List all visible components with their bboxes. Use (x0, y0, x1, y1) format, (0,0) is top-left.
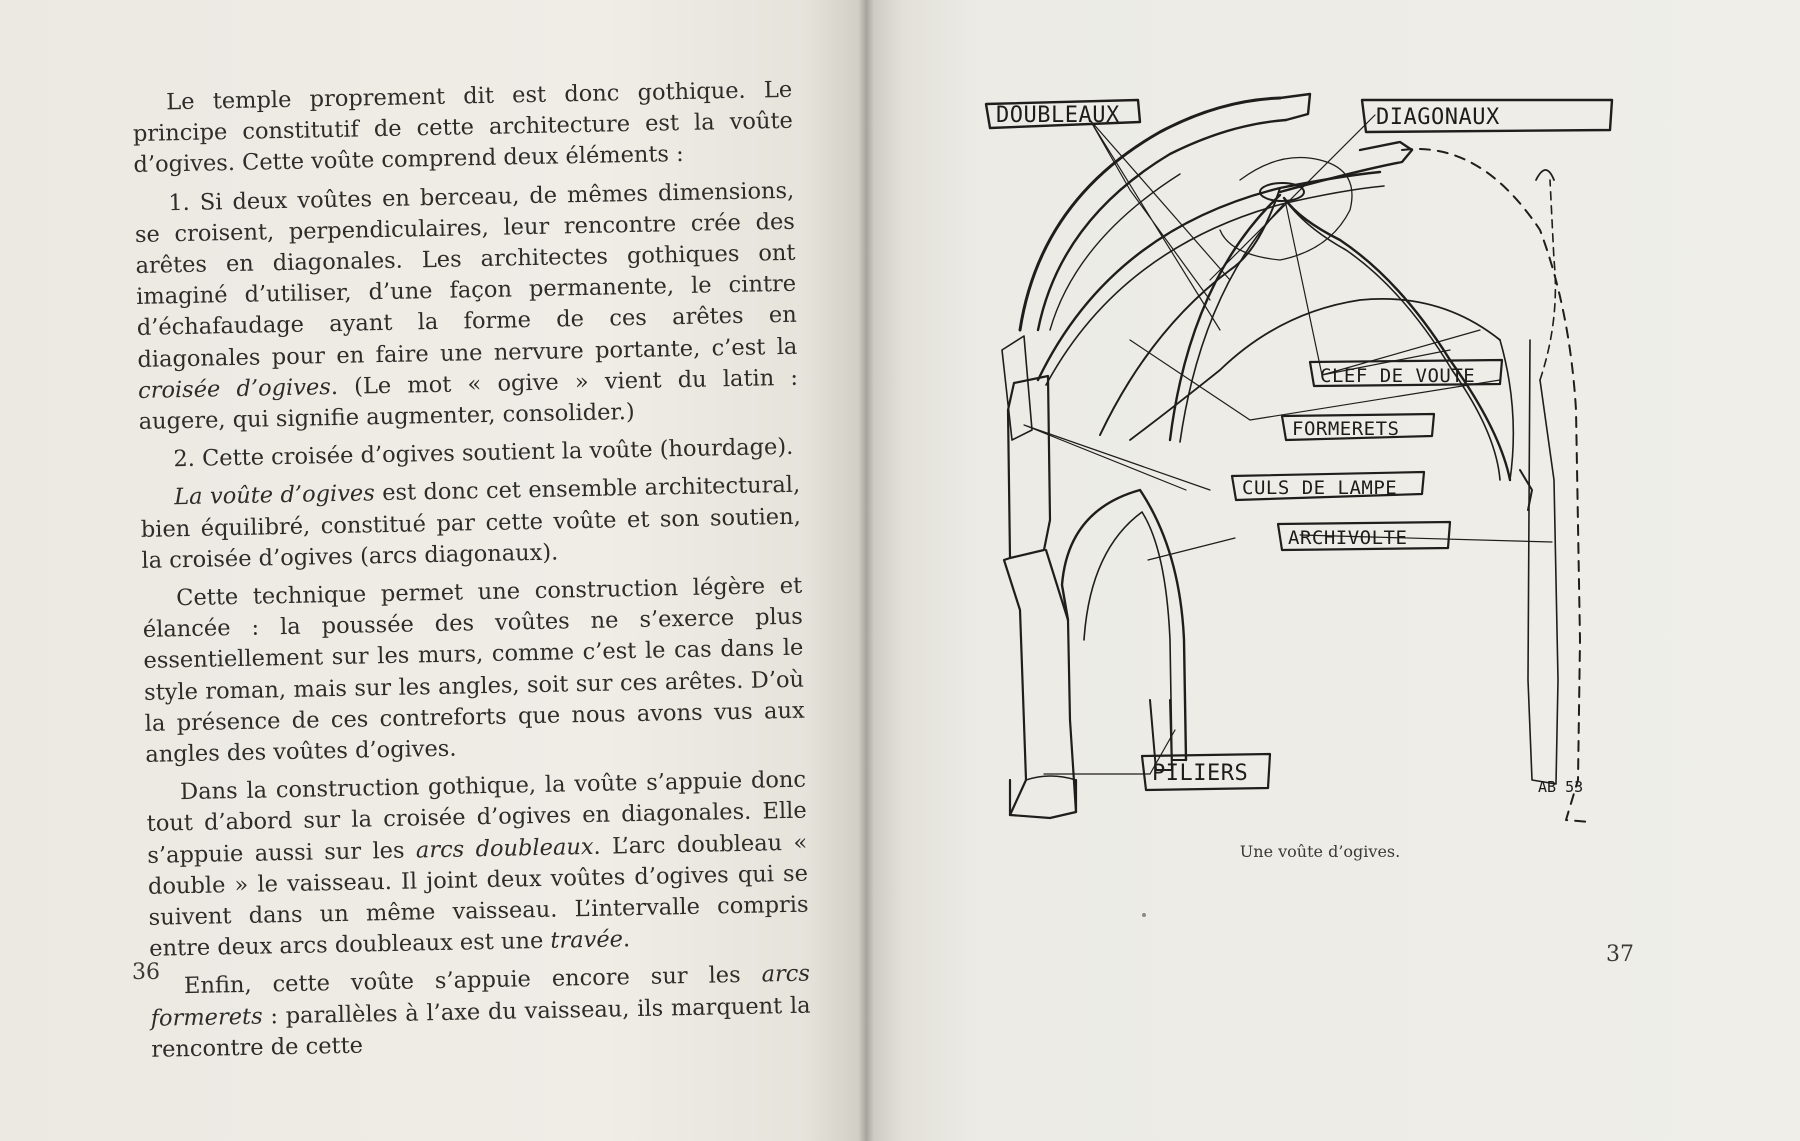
text-run: Enfin, cette voûte s’appuie encore sur les (183, 962, 762, 1000)
page-number-right: 37 (1606, 942, 1634, 967)
text-run: Le temple proprement dit est donc gothique. Le principe constitutif de cette architecture est la voûte d’ogives. Cette voûte comprend deux éléments : (132, 76, 794, 179)
italic-term: arcs doubleaux (415, 833, 594, 864)
paper-speck (1142, 913, 1146, 917)
figure-caption: Une voûte d’ogives. (1239, 842, 1401, 861)
paragraph (150, 959, 812, 1066)
page-number-left: 36 (132, 960, 160, 985)
italic-term: travée (550, 926, 624, 955)
label-piliers: PILIERS (1152, 761, 1249, 786)
vault-drawing (980, 80, 1670, 840)
label-clef-de-voute: CLEF DE VOUTE (1320, 365, 1476, 387)
text-run: . (Le mot « ogive » vient du latin : augere, qui signifie augmenter, consolider.) (138, 364, 799, 435)
label-doubleaux: DOUBLEAUX (996, 103, 1120, 128)
text-run: est donc cet ensemble architectural, bien équilibré, constitué par cette voûte et son soutien, la croisée d’ogives (arcs diagonaux). (140, 472, 801, 574)
text-run: . L’arc doubleau « double » le vaisseau. Il joint deux voûtes d’ogives qui se suivent dans un même vaisseau. L’intervalle compris entre deux arcs doubleaux est une (147, 829, 809, 963)
text-run: 1. Si deux voûtes en berceau, de mêmes dimensions, se croisent, perpendiculaires, leur rencontre crée des arêtes en diagonales. Les architectes gothiques ont imaginé d’utiliser, d’une façon permanente, le cintre d’échafaudage ayant la forme de ces arêtes en diagonales pour en faire une nervure portante, c’est la (134, 177, 798, 373)
left-page (0, 0, 866, 1141)
italic-term: La voûte d’ogives (173, 480, 376, 511)
book-gutter (858, 0, 874, 1141)
italic-term: croisée d’ogives (137, 373, 332, 404)
paragraph (139, 432, 799, 476)
paragraph (134, 175, 799, 438)
vault-illustration (980, 80, 1670, 840)
label-culs-de-lampe: CULS DE LAMPE (1242, 477, 1398, 499)
text-run: : parallèles à l’axe du vaisseau, ils marquent la rencontre de cette (151, 992, 811, 1063)
body-text (132, 75, 812, 1073)
paragraph (132, 75, 794, 182)
paragraph (146, 765, 810, 965)
artist-signature: AB 53 (1538, 778, 1584, 796)
text-run: Cette technique permet une construction légère et élancée : la poussée des voûtes ne s’exerce plus essentiellement sur les murs, comme c’est le cas dans le style roman, mais sur les angles, soit sur ces arêtes. D’où la présence de ces contreforts que nous avons vus aux angles des voûtes d’ogives. (142, 572, 805, 768)
text-run: Dans la construction gothique, la voûte s’appuie donc tout d’abord sur la croisée d’ogives en diagonales. Elle s’appuie aussi sur les (146, 766, 807, 869)
italic-term: arcs formerets (150, 961, 811, 1032)
label-formerets: FORMERETS (1292, 418, 1400, 440)
paragraph (140, 470, 802, 577)
text-run: . (622, 926, 631, 953)
text-run: 2. Cette croisée d’ogives soutient la voûte (hourdage). (173, 434, 794, 473)
label-archivolte: ARCHIVOLTE (1288, 527, 1408, 549)
label-diagonaux: DIAGONAUX (1376, 105, 1500, 130)
paragraph (142, 571, 806, 771)
